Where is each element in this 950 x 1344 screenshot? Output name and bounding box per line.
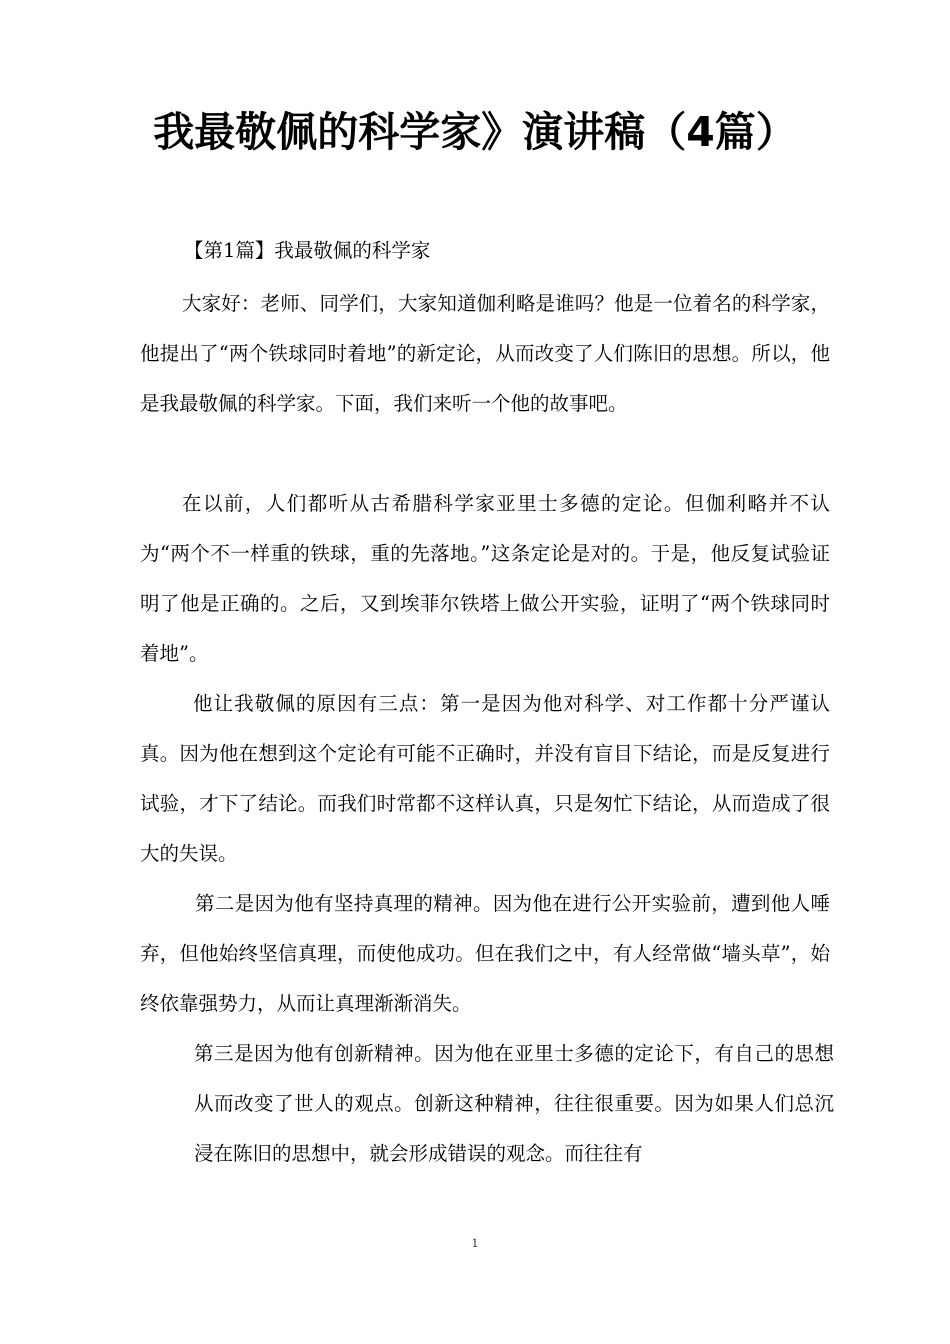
section-heading: 【第1篇】我最敬佩的科学家	[184, 239, 431, 262]
document-title: 我最敬佩的科学家》演讲稿（4篇）	[153, 108, 797, 156]
paragraph-reason-three: 第三是因为他有创新精神。因为他在亚里士多德的定论下，有自己的思想从而改变了世人的观点。创新这种精神，往往很重要。因为如果人们总沉浸在陈旧的思想中，就会形成错误的观念。而往往有	[194, 1042, 834, 1165]
paragraph-intro: 大家好：老师、同学们，大家知道伽利略是谁吗？他是一位着名的科学家，他提出了“两个铁球同时着地”的新定论，从而改变了人们陈旧的思想。所以，他是我最敬佩的科学家。下面，我们来听一个他的故事吧。	[140, 292, 830, 415]
paragraph-reason-two: 第二是因为他有坚持真理的精神。因为他在进行公开实验前，遭到他人唾弃，但他始终坚信真理，而使他成功。但在我们之中，有人经常做“墙头草”，始终依靠强势力，从而让真理渐渐消失。	[140, 892, 830, 1015]
page-number: 1	[471, 1237, 479, 1250]
paragraph-story: 在以前，人们都听从古希腊科学家亚里士多德的定论。但伽利略并不认为“两个不一样重的铁球，重的先落地。”这条定论是对的。于是，他反复试验证明了他是正确的。之后，又到埃菲尔铁塔上做公开实验，证明了“两个铁球同时着地”。	[140, 492, 830, 665]
paragraph-reason-one: 他让我敬佩的原因有三点：第一是因为他对科学、对工作都十分严谨认真。因为他在想到这个定论有可能不正确时，并没有盲目下结论，而是反复进行试验，才下了结论。而我们时常都不这样认真，只是匆忙下结论，从而造成了很大的失误。	[140, 692, 830, 865]
